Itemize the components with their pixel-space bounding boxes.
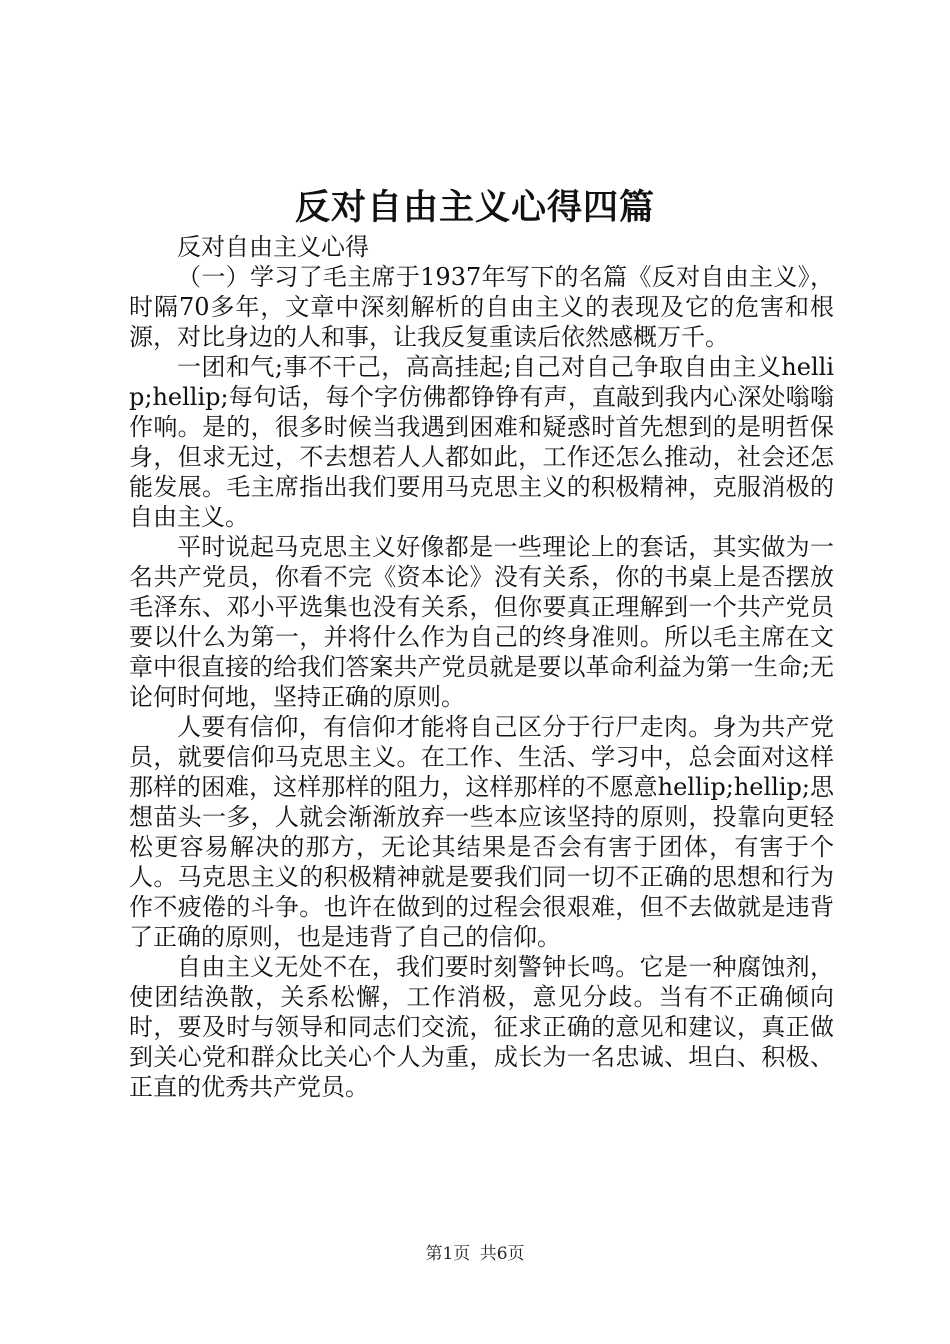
document-body — [129, 232, 834, 1102]
paragraph-1: （一）学习了毛主席于1937年写下的名篇《反对自由主义》，时隔70多年，文章中深刻解析的自由主义的表现及它的危害和根源，对比身边的人和事，让我反复重读后依然感概万千。 — [129, 263, 834, 351]
page-footer: 第1页 共6页 — [425, 1244, 525, 1264]
paragraph-2: 一团和气;事不干己，高高挂起;自己对自己争取自由主义hellip;hellip;每句话，每个字仿佛都铮铮有声，直敲到我内心深处嗡嗡作响。是的，很多时候当我遇到困难和疑惑时首先想到的是明哲保身，但求无过，不去想若人人都如此，工作还怎么推动，社会还怎能发展。毛主席指出我们要用马克思主义的积极精神，克服消极的自由主义。 — [129, 353, 834, 531]
paragraph-3: 平时说起马克思主义好像都是一些理论上的套话，其实做为一名共产党员，你看不完《资本论》没有关系，你的书桌上是否摆放毛泽东、邓小平选集也没有关系，但你要真正理解到一个共产党员要以什么为第一，并将什么作为自己的终身准则。所以毛主席在文章中很直接的给我们答案共产党员就是要以革命利益为第一生命;无论何时何地，坚持正确的原则。 — [129, 533, 834, 711]
paragraph-5: 自由主义无处不在，我们要时刻警钟长鸣。它是一种腐蚀剂，使团结涣散，关系松懈，工作消极，意见分歧。当有不正确倾向时，要及时与领导和同志们交流，征求正确的意见和建议，真正做到关心党和群众比关心个人为重，成长为一名忠诚、坦白、积极、正直的优秀共产党员。 — [129, 953, 834, 1101]
paragraph-4: 人要有信仰，有信仰才能将自己区分于行尸走肉。身为共产党员，就要信仰马克思主义。在工作、生活、学习中，总会面对这样那样的困难，这样那样的阻力，这样那样的不愿意hellip;hellip;思想苗头一多，人就会渐渐放弃一些本应该坚持的原则，投靠向更轻松更容易解决的那方，无论其结果是否会有害于团体，有害于个人。马克思主义的积极精神就是要我们同一切不正确的思想和行为作不疲倦的斗争。也许在做到的过程会很艰难，但不去做就是违背了正确的原则，也是违背了自己的信仰。 — [129, 713, 834, 951]
document-title: 反对自由主义心得四篇 — [294, 188, 655, 228]
section-subheading: 反对自由主义心得 — [177, 233, 369, 261]
